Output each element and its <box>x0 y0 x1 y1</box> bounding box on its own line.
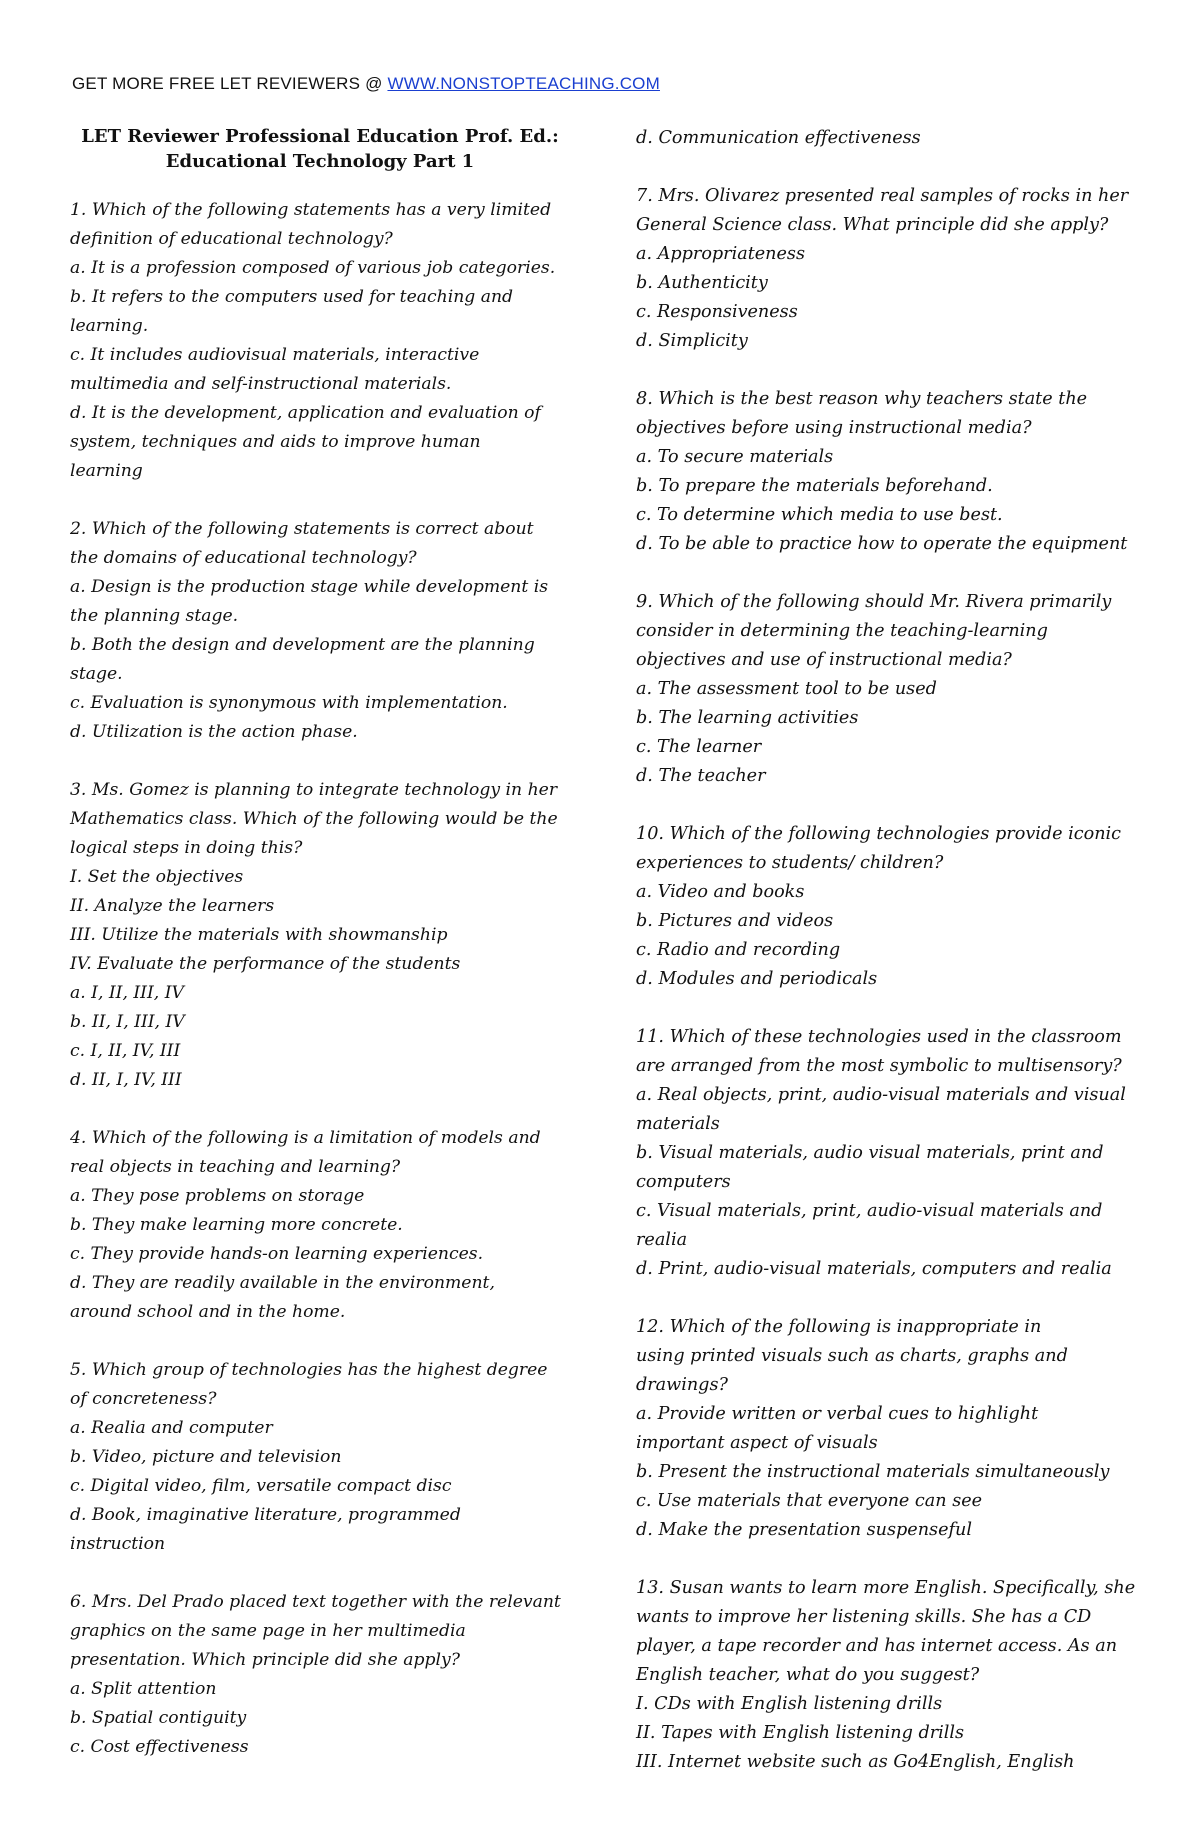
text-line: multimedia and self-instructional materials. <box>70 374 452 394</box>
text-line: II. Analyze the learners <box>70 896 275 916</box>
text-line: d. Modules and periodicals <box>636 969 878 989</box>
text-line: definition of educational technology? <box>70 229 393 249</box>
text-line: c. Visual materials, print, audio-visual materials and <box>636 1201 1103 1221</box>
text-line: General Science class. What principle did she apply? <box>636 215 1109 235</box>
text-line: III. Internet website such as Go4English, English <box>636 1752 1075 1772</box>
website-link[interactable]: WWW.NONSTOPTEACHING.COM <box>387 74 660 93</box>
text-line: d. The teacher <box>636 766 766 786</box>
text-line: I. CDs with English listening drills <box>636 1694 943 1714</box>
text-line: a. Provide written or verbal cues to highlight <box>636 1404 1039 1424</box>
question-block <box>70 1356 570 1559</box>
question-line: 12. Which of the following is inappropriate in <box>636 1317 1042 1337</box>
text-line: a. Appropriateness <box>636 244 805 264</box>
question-block <box>636 1313 1136 1545</box>
text-line: b. To prepare the materials beforehand. <box>636 476 993 496</box>
text-line: a. I, II, III, IV <box>70 983 184 1003</box>
question-block <box>70 1124 570 1327</box>
left-column <box>70 124 570 1791</box>
question-line: 8. Which is the best reason why teachers state the <box>636 389 1088 409</box>
question-block <box>636 588 1136 791</box>
text-line: consider in determining the teaching-learning <box>636 621 1048 641</box>
text-line: b. Pictures and videos <box>636 911 834 931</box>
question-line: 2. Which of the following statements is correct about <box>70 519 534 539</box>
question-block <box>70 1588 570 1762</box>
question-line: 13. Susan wants to learn more English. Specifically, she <box>636 1578 1136 1598</box>
text-line: b. Authenticity <box>636 273 768 293</box>
text-line: b. Present the instructional materials simultaneously <box>636 1462 1110 1482</box>
text-line: b. Video, picture and television <box>70 1447 342 1467</box>
title-line-2: Educational Technology Part 1 <box>165 151 475 172</box>
text-line: b. Both the design and development are the planning <box>70 635 535 655</box>
text-line: presentation. Which principle did she apply? <box>70 1650 460 1670</box>
question-line: 9. Which of the following should Mr. Rivera primarily <box>636 592 1112 612</box>
text-line: c. Evaluation is synonymous with implementation. <box>70 693 508 713</box>
text-line: c. It includes audiovisual materials, interactive <box>70 345 480 365</box>
text-line: IV. Evaluate the performance of the students <box>70 954 461 974</box>
text-line: c. Radio and recording <box>636 940 841 960</box>
text-line: II. Tapes with English listening drills <box>636 1723 965 1743</box>
text-line: c. I, II, IV, III <box>70 1041 181 1061</box>
text-line: objectives before using instructional media? <box>636 418 1032 438</box>
text-line: c. They provide hands-on learning experiences. <box>70 1244 484 1264</box>
question-block <box>636 182 1136 356</box>
text-line: b. Spatial contiguity <box>70 1708 247 1728</box>
text-line: a. The assessment tool to be used <box>636 679 937 699</box>
text-line: stage. <box>70 664 123 684</box>
question-block <box>636 1574 1136 1777</box>
text-line: a. To secure materials <box>636 447 834 467</box>
text-line: Mathematics class. Which of the following would be the <box>70 809 558 829</box>
text-line: materials <box>636 1114 720 1134</box>
question-block <box>636 1023 1136 1284</box>
question-block <box>70 515 570 747</box>
text-line: b. The learning activities <box>636 708 859 728</box>
question-line: 5. Which group of technologies has the highest degree <box>70 1360 548 1380</box>
text-line: b. Visual materials, audio visual materials, print and <box>636 1143 1104 1163</box>
text-line: around school and in the home. <box>70 1302 346 1322</box>
text-line: instruction <box>70 1534 166 1554</box>
text-line: d. They are readily available in the environment, <box>70 1273 495 1293</box>
text-line: graphics on the same page in her multimedia <box>70 1621 466 1641</box>
question-line: 11. Which of these technologies used in the classroom <box>636 1027 1122 1047</box>
text-line: d. II, I, IV, III <box>70 1070 182 1090</box>
text-line: b. It refers to the computers used for teaching and <box>70 287 514 307</box>
text-line: experiences to students/ children? <box>636 853 944 873</box>
question-line: 10. Which of the following technologies provide iconic <box>636 824 1122 844</box>
text-line: the planning stage. <box>70 606 239 626</box>
right-column <box>636 124 1136 1806</box>
text-line: c. Responsiveness <box>636 302 798 322</box>
question-line: 7. Mrs. Olivarez presented real samples of rocks in her <box>636 186 1129 206</box>
text-line: are arranged from the most symbolic to multisensory? <box>636 1056 1122 1076</box>
question-block <box>636 385 1136 559</box>
text-line: a. They pose problems on storage <box>70 1186 365 1206</box>
text-line: a. Realia and computer <box>70 1418 273 1438</box>
question-line: 1. Which of the following statements has a very limited <box>70 200 552 220</box>
question-line: d. Communication effectiveness <box>636 128 921 148</box>
text-line: d. It is the development, application and evaluation of <box>70 403 541 423</box>
question-block <box>636 124 1136 153</box>
text-line: d. Book, imaginative literature, programmed <box>70 1505 461 1525</box>
question-block <box>70 196 570 486</box>
title-line-1: LET Reviewer Professional Education Prof. Ed.: <box>81 126 559 147</box>
question-block <box>636 820 1136 994</box>
text-line: c. To determine which media to use best. <box>636 505 1003 525</box>
right-question-list <box>636 124 1136 1777</box>
text-line: b. They make learning more concrete. <box>70 1215 403 1235</box>
text-line: computers <box>636 1172 731 1192</box>
text-line: of concreteness? <box>70 1389 217 1409</box>
text-line: I. Set the objectives <box>70 867 244 887</box>
left-question-list <box>70 196 570 1762</box>
text-line: English teacher, what do you suggest? <box>636 1665 980 1685</box>
text-line: system, techniques and aids to improve human <box>70 432 481 452</box>
text-line: learning. <box>70 316 149 336</box>
text-line: a. It is a profession composed of various job categories. <box>70 258 556 278</box>
text-line: wants to improve her listening skills. She has a CD <box>636 1607 1092 1627</box>
text-line: real objects in teaching and learning? <box>70 1157 401 1177</box>
text-line: d. Make the presentation suspenseful <box>636 1520 972 1540</box>
text-line: drawings? <box>636 1375 728 1395</box>
text-line: a. Real objects, print, audio-visual materials and visual <box>636 1085 1126 1105</box>
text-line: b. II, I, III, IV <box>70 1012 185 1032</box>
document-title <box>70 124 570 174</box>
text-line: objectives and use of instructional media? <box>636 650 1012 670</box>
text-line: c. Digital video, film, versatile compact disc <box>70 1476 452 1496</box>
text-line: player, a tape recorder and has internet access. As an <box>636 1636 1118 1656</box>
text-line: the domains of educational technology? <box>70 548 417 568</box>
text-line: using printed visuals such as charts, graphs and <box>636 1346 1068 1366</box>
text-line: logical steps in doing this? <box>70 838 303 858</box>
text-line: d. Print, audio-visual materials, computers and realia <box>636 1259 1112 1279</box>
text-line: realia <box>636 1230 688 1250</box>
text-line: III. Utilize the materials with showmanship <box>70 925 448 945</box>
question-block <box>70 776 570 1095</box>
text-line: d. To be able to practice how to operate the equipment <box>636 534 1128 554</box>
text-line: important aspect of visuals <box>636 1433 878 1453</box>
question-line: 3. Ms. Gomez is planning to integrate technology in her <box>70 780 558 800</box>
text-line: a. Video and books <box>636 882 805 902</box>
header-prefix: GET MORE FREE LET REVIEWERS @ <box>72 74 388 93</box>
text-line: c. Use materials that everyone can see <box>636 1491 983 1511</box>
text-line: a. Split attention <box>70 1679 217 1699</box>
text-line: d. Simplicity <box>636 331 748 351</box>
text-line: learning <box>70 461 143 481</box>
text-line: d. Utilization is the action phase. <box>70 722 358 742</box>
text-line: c. Cost effectiveness <box>70 1737 249 1757</box>
header-line <box>72 74 660 94</box>
question-line: 6. Mrs. Del Prado placed text together with the relevant <box>70 1592 561 1612</box>
question-line: 4. Which of the following is a limitation of models and <box>70 1128 541 1148</box>
text-line: a. Design is the production stage while development is <box>70 577 549 597</box>
text-line: c. The learner <box>636 737 762 757</box>
